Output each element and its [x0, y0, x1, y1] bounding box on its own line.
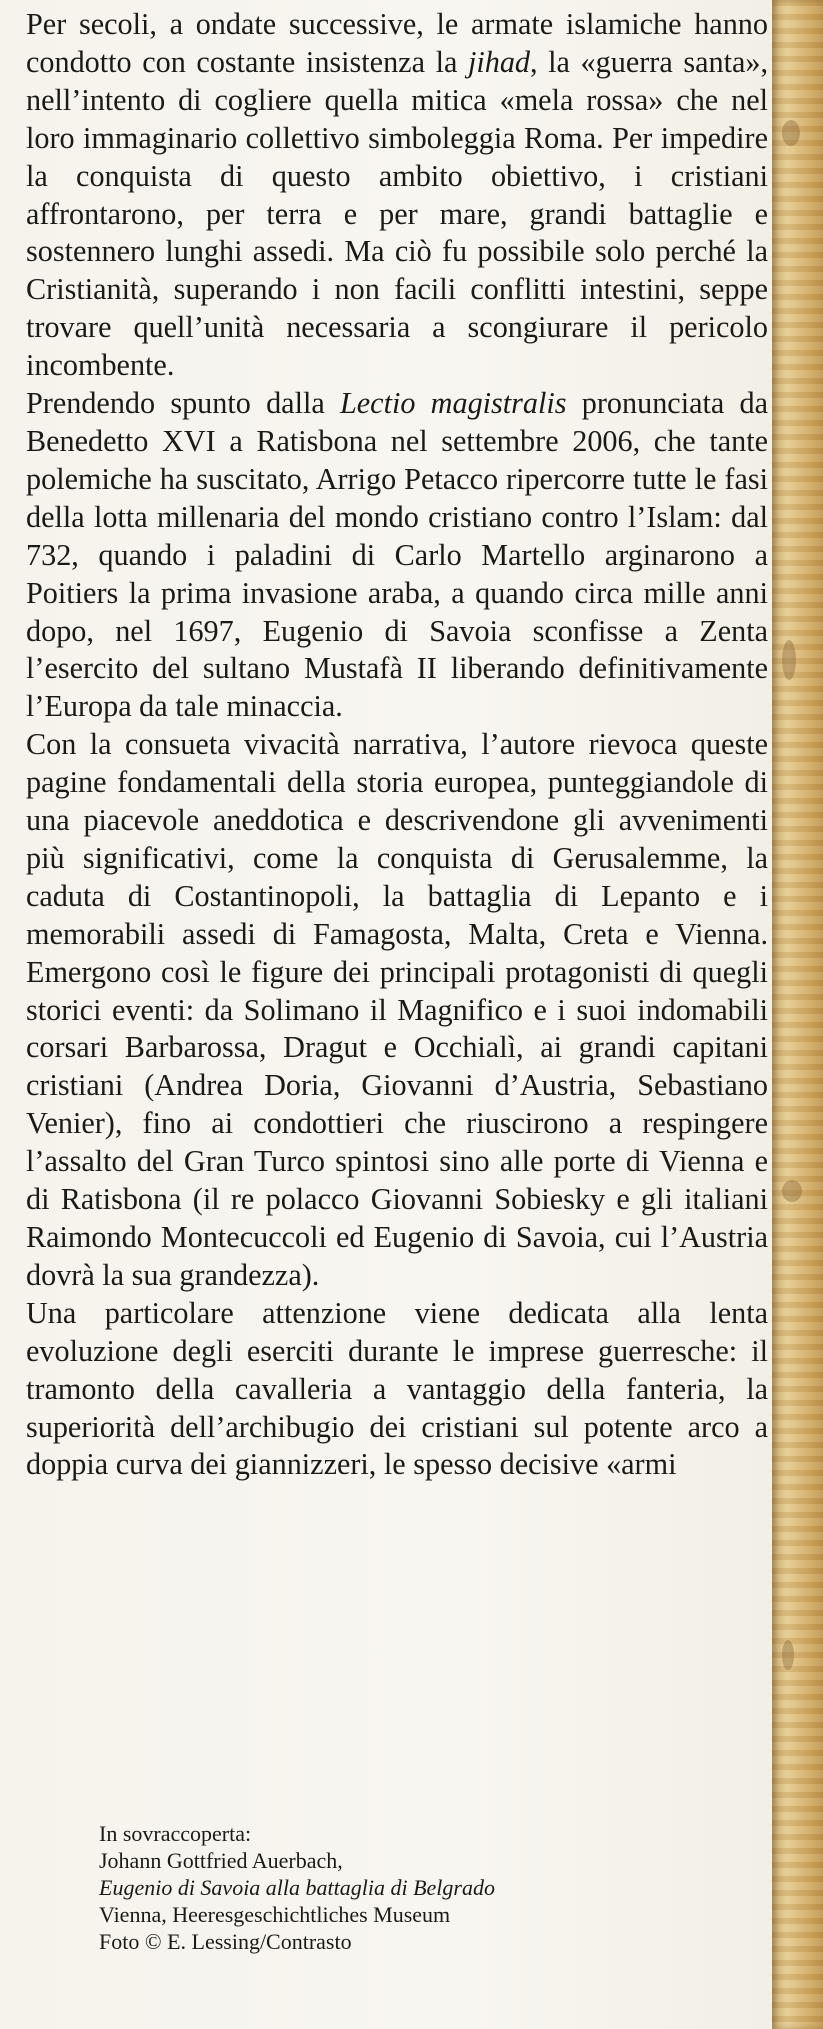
text-segment: Con la consueta vivacità narrativa, l’autore rievoca queste pagine fondamentali della storia europea, punteggiandole di una piacevole aneddotica e descrivendone gli avvenimenti più significativi, come la conquista di Gerusalemme, la caduta di Costantinopoli, la battaglia di Lepanto e i memorabili assedi di Famagosta, Malta, Creta e Vienna. Emergono così le figure dei principali protagonisti di quegli storici eventi: da Solimano il Magnifico e i suoi indomabili corsari Barbarossa, Dragut e Occhialì, ai grandi capitani cristiani (Andrea Doria, Giovanni d’Austria, Sebastiano Venier), fino ai condottieri che riuscirono a respingere l’assalto del Gran Turco spintosi sino alle porte di Vienna e di Ratisbona (il re polacco Giovanni Sobiesky e gli italiani Raimondo Montecuccoli ed Eugenio di Savoia, cui l’Austria dovrà la sua grandezza).	[26, 727, 768, 1292]
text-segment: , la «guerra santa», nell’intento di cogliere quella mitica «mela rossa» che nel loro immaginario collettivo simboleggia Roma. Per impedire la conquista di questo ambito obiettivo, i cristiani affrontarono, per terra e per mare, grandi battaglie e sostennero lunghi assedi. Ma ciò fu possibile solo perché la Cristianità, superando i non facili conflitti intestini, seppe trovare quell’unità necessaria a scongiurare il pericolo incombente.	[26, 44, 768, 383]
cover-stain-mark	[782, 1640, 794, 1670]
credit-line-cover-label: In sovraccoperta:	[99, 1821, 252, 1846]
cover-credits	[99, 1820, 739, 1955]
blurb-paragraph	[26, 385, 768, 726]
blurb-paragraph	[26, 726, 768, 1295]
cover-stain-mark	[782, 1180, 802, 1202]
credit-line-museum: Vienna, Heeresgeschichtliches Museum	[99, 1902, 451, 1927]
credit-line-artwork-title: Eugenio di Savoia alla battaglia di Belgrado	[99, 1875, 495, 1900]
cover-illustration-edge	[772, 0, 823, 2029]
blurb-paragraph	[26, 1295, 768, 1485]
text-segment: Per secoli, a ondate successive, le armate islamiche hanno condotto con costante insistenza la	[26, 7, 768, 79]
italic-text-segment: jihad	[467, 44, 531, 79]
text-segment: Una particolare attenzione viene dedicata alla lenta evoluzione degli eserciti durante le imprese guerresche: il tramonto della cavalleria a vantaggio della fanteria, la superiorità dell’archibugio dei cristiani sul potente arco a doppia curva dei giannizzeri, le spesso decisive «armi	[26, 1295, 768, 1482]
text-segment: pronunciata da Benedetto XVI a Ratisbona nel settembre 2006, che tante polemiche ha suscitato, Arrigo Petacco ripercorre tutte le fasi della lotta millenaria del mondo cristiano contro l’Islam: dal 732, quando i paladini di Carlo Martello arginarono a Poitiers la prima invasione araba, a quando circa mille anni dopo, nel 1697, Eugenio di Savoia sconfisse a Zenta l’esercito del sultano Mustafà II liberando definitivamente l’Europa da tale minaccia.	[26, 386, 768, 724]
text-segment: Prendendo spunto dalla	[26, 386, 340, 421]
cover-stain-mark	[782, 120, 800, 146]
italic-text-segment: Lectio magistralis	[339, 386, 567, 421]
credit-line-photo: Foto © E. Lessing/Contrasto	[99, 1929, 352, 1954]
blurb-paragraph	[26, 6, 768, 385]
blurb-text	[26, 6, 768, 1484]
credit-line-artist: Johann Gottfried Auerbach,	[99, 1848, 343, 1873]
cover-stain-mark	[782, 640, 796, 680]
